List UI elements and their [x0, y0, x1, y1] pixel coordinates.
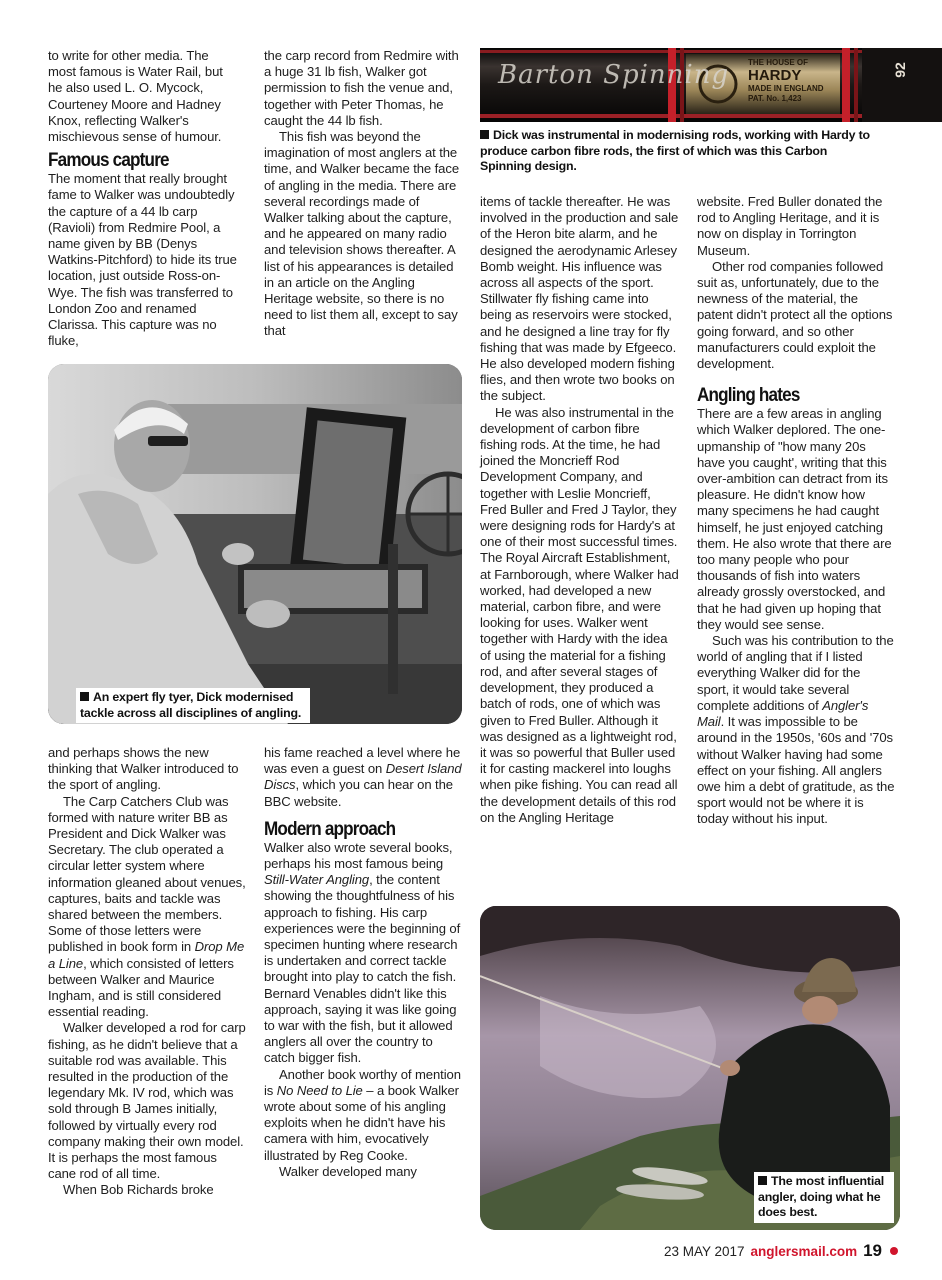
- paragraph: Walker developed a rod for carp fishing, as he didn't believe that a suitable rod was available. This resulted in the production of the legendary Mk. IV rod, which was sold through B James initially, followed by virtually every rod company making their own model. It is perhaps the most famous cane rod of all time.: [48, 1020, 246, 1182]
- paragraph: and perhaps shows the new thinking that Walker introduced to the sport of angling.: [48, 745, 239, 793]
- rod-script-text: Barton Spinning: [498, 60, 730, 90]
- caption-rod: Dick was instrumental in modernising rods, working with Hardy to produce carbon fibre rods, the first of which was this Carbon Spinning design.: [480, 128, 870, 173]
- paragraph: to write for other media. The most famous is Water Rail, but he also used L. O. Mycock, Courteney Moore and Hadney Knox, reflecting Walker's mischievous sense of humour.: [48, 48, 223, 145]
- rod-photo: [480, 48, 942, 122]
- paragraph: This fish was beyond the imagination of most anglers at the time, and Walker became the face of angling in the media. There are several recordings made of Walker talking about the capture, and he appeared on many radio and television shows thereafter. A list of his appearances is detailed in an article on the Angling Heritage website, so there is no need to list them all, except to say that: [264, 129, 459, 339]
- paragraph: Such was his contribution to the world of angling that if I listed everything Walker did for the sport, it would take several complete additions of Angler's Mail. It was impossible to be around in the 1950s, '60s and '70s without Walker having had some effect on your fishing. All anglers owe him a debt of gratitude, as the sport would not be where it is today without his input.: [697, 633, 895, 827]
- paragraph: the carp record from Redmire with a huge 31 lb fish, Walker got permission to fish the venue and, together with Peter Thomas, he caught the 44 lb fish.: [264, 48, 459, 128]
- page-number: 19: [863, 1241, 882, 1260]
- column-2-bottom: [264, 745, 462, 1180]
- label-brand: HARDY: [748, 67, 802, 84]
- paragraph: Another book worthy of mention is No Need to Lie – a book Walker wrote about some of his angling exploits when he didn't have his camera with him, evocatively illustrated by Reg Cooke.: [264, 1066, 461, 1163]
- fly-tyer-photo: [48, 364, 462, 724]
- rod-number: 92: [891, 62, 908, 78]
- website-link[interactable]: anglersmail.com: [750, 1243, 858, 1259]
- paragraph: his fame reached a level where he was even a guest on Desert Island Discs, which you can hear on the BBC website.: [264, 745, 462, 809]
- column-3: [480, 194, 680, 826]
- paragraph: Walker developed many: [279, 1163, 417, 1179]
- section-heading-modern-approach: Modern approach: [264, 818, 396, 840]
- caption-square-icon: [480, 130, 489, 139]
- paragraph: The Carp Catchers Club was formed with nature writer BB as President and Dick Walker was Secretary. The club operated a circular letter system where information gleaned about venues, captures, baits and tackle was shared between the members. Some of those letters were published in book form in Drop Me a Line, which consisted of letters between Walker and Maurice Ingham, and is still considered essential reading.: [48, 793, 246, 1020]
- caption-square-icon: [80, 692, 89, 701]
- label-line: THE HOUSE OF: [748, 58, 809, 67]
- column-2-top: [264, 48, 462, 340]
- rod-label: [748, 58, 838, 104]
- paragraph: He was also instrumental in the development of carbon fibre fishing rods. At the time, he had joined the Moncrieff Rod Development Company, and together with Leslie Moncrieff, Fred Buller and Fred J Taylor, they were designing rods for Hardy's at one of their most successful times. The Royal Aircraft Establishment, at Farnborough, where Walker had worked, had developed a new material, carbon fibre, and were looking for uses. Walker went together with Hardy with the idea of using the material for a fishing rod, and after several stages of development, they produced a batch of rods, one of which was given to Fred Buller. Although it was designed as a lightweight rod, it was so powerful that Buller used it for casting mackerel into loughs when pike fishing. You can read all the development details of this rod on the Angling Heritage: [480, 404, 679, 825]
- issue-date: 23 MAY 2017: [663, 1243, 745, 1259]
- section-heading-famous-capture: Famous capture: [48, 150, 169, 172]
- bullet-dot-icon: [890, 1247, 898, 1255]
- paragraph: Walker also wrote several books, perhaps his most famous being Still-Water Angling, the content showing the thoughtfulness of his approach to fishing. His carp experiences were the beginning of specimen hunting where research is undertaken and correct tackle brought into play to catch the fish. Bernard Venables didn't like this approach, saying it was like going to war with the fish, but it allowed anglers all over the country to catch bigger fish.: [264, 839, 461, 1066]
- caption-angler: The most influential angler, doing what he does best.: [754, 1172, 894, 1223]
- caption-fly-tyer: An expert fly tyer, Dick modernised tackle across all disciplines of angling.: [76, 688, 310, 723]
- caption-square-icon: [758, 1176, 767, 1185]
- column-1-bottom: [48, 745, 246, 1199]
- label-line: PAT. No. 1,423: [748, 94, 802, 103]
- label-line: MADE IN ENGLAND: [748, 84, 824, 93]
- paragraph: Other rod companies followed suit as, unfortunately, due to the newness of the material, the patent didn't protect all the options going forward, and so other manufacturers could exploit the development.: [697, 258, 893, 372]
- section-heading-angling-hates: Angling hates: [697, 385, 800, 407]
- fly-tyer-illustration: [48, 364, 462, 724]
- paragraph: items of tackle thereafter. He was involved in the production and sale of the Heron bite alarm, and he designed the aerodynamic Arlesey Bomb weight. His influence was across all aspects of the sport. Stillwater fly fishing came into being as reservoirs were stocked, and he designed a line tray for fly fishing that was made by Efgeeco. He also developed modern fishing flies, and then wrote two books on the subject.: [480, 194, 679, 404]
- column-1-top: [48, 48, 240, 349]
- page-footer: [664, 1241, 898, 1261]
- paragraph: website. Fred Buller donated the rod to Angling Heritage, and it is now on display in Torrington Museum.: [697, 194, 883, 258]
- paragraph: The moment that really brought fame to Walker was undoubtedly the capture of a 44 lb carp (Ravioli) from Redmire Pool, a name given by BB (Denys Watkins-Pitchford) to hide its true location, just outside Ross-on-Wye. The fish was transferred to London Zoo and renamed Clarissa. This capture was no fluke,: [48, 171, 237, 349]
- column-4: [697, 194, 895, 828]
- paragraph: When Bob Richards broke: [63, 1182, 214, 1198]
- paragraph: There are a few areas in angling which Walker deplored. The one-upmanship of "how many 20s have you caught', writing that this over-ambition can detract from its pleasure. He didn't know how many specimens he had caught himself, he just enjoyed catching them. He also wrote that there are too many people who pour thousands of fish into waters already grossly overstocked, and that he had given up hoping that they would see sense.: [697, 406, 892, 632]
